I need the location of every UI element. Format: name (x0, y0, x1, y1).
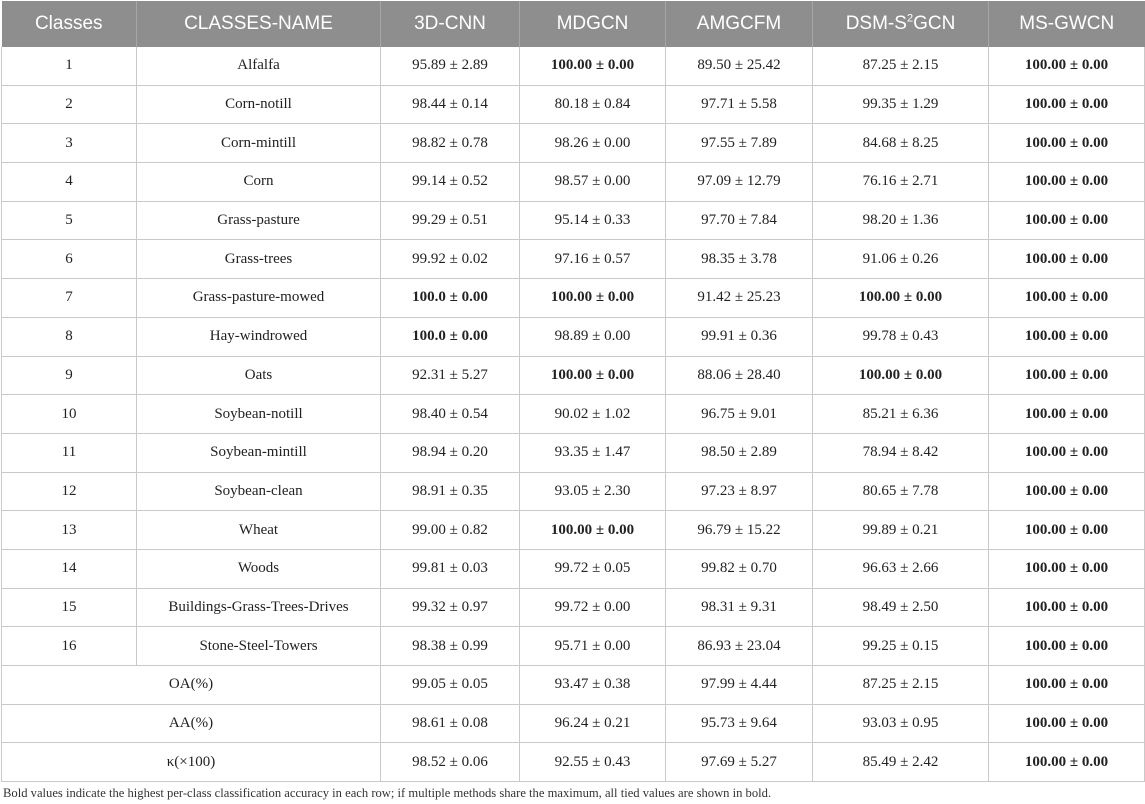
value-cell: 97.09 ± 12.79 (666, 163, 813, 202)
class-name-cell: Corn-notill (137, 85, 381, 124)
class-id-cell: 3 (2, 124, 137, 163)
value-cell: 98.52 ± 0.06 (381, 743, 520, 782)
value-cell: 97.55 ± 7.89 (666, 124, 813, 163)
table-row (2, 433, 1145, 472)
summary-row (2, 743, 1145, 782)
value-cell: 99.82 ± 0.70 (666, 549, 813, 588)
value-cell: 100.00 ± 0.00 (989, 124, 1145, 163)
class-name-cell: Woods (137, 549, 381, 588)
value-cell: 95.89 ± 2.89 (381, 47, 520, 85)
value-cell: 93.03 ± 0.95 (813, 704, 989, 743)
class-name-cell: Corn (137, 163, 381, 202)
value-cell: 98.38 ± 0.99 (381, 627, 520, 666)
value-cell: 100.00 ± 0.00 (989, 279, 1145, 318)
table-row (2, 627, 1145, 666)
value-cell: 100.00 ± 0.00 (520, 279, 666, 318)
value-cell: 99.14 ± 0.52 (381, 163, 520, 202)
class-name-cell: Oats (137, 356, 381, 395)
value-cell: 99.91 ± 0.36 (666, 317, 813, 356)
value-cell: 99.72 ± 0.00 (520, 588, 666, 627)
value-cell: 95.14 ± 0.33 (520, 201, 666, 240)
value-cell: 91.42 ± 25.23 (666, 279, 813, 318)
value-cell: 97.71 ± 5.58 (666, 85, 813, 124)
value-cell: 100.00 ± 0.00 (813, 356, 989, 395)
class-name-cell: Soybean-notill (137, 395, 381, 434)
value-cell: 98.26 ± 0.00 (520, 124, 666, 163)
table-body (2, 47, 1145, 782)
class-id-cell: 4 (2, 163, 137, 202)
value-cell: 98.61 ± 0.08 (381, 704, 520, 743)
class-name-cell: Corn-mintill (137, 124, 381, 163)
table-row (2, 124, 1145, 163)
class-id-cell: 2 (2, 85, 137, 124)
value-cell: 100.00 ± 0.00 (989, 472, 1145, 511)
class-name-cell: Soybean-clean (137, 472, 381, 511)
value-cell: 100.00 ± 0.00 (989, 47, 1145, 85)
value-cell: 99.92 ± 0.02 (381, 240, 520, 279)
value-cell: 99.00 ± 0.82 (381, 511, 520, 550)
value-cell: 80.65 ± 7.78 (813, 472, 989, 511)
value-cell: 87.25 ± 2.15 (813, 47, 989, 85)
class-name-cell: Alfalfa (137, 47, 381, 85)
class-id-cell: 6 (2, 240, 137, 279)
value-cell: 84.68 ± 8.25 (813, 124, 989, 163)
value-cell: 92.31 ± 5.27 (381, 356, 520, 395)
value-cell: 97.99 ± 4.44 (666, 666, 813, 705)
value-cell: 100.00 ± 0.00 (520, 356, 666, 395)
summary-row (2, 704, 1145, 743)
class-id-cell: 11 (2, 433, 137, 472)
table-row (2, 240, 1145, 279)
header-amgcfm: AMGCFM (666, 1, 813, 47)
value-cell: 100.00 ± 0.00 (813, 279, 989, 318)
value-cell: 92.55 ± 0.43 (520, 743, 666, 782)
results-table (1, 1, 1145, 782)
header-ms-gwcn: MS-GWCN (989, 1, 1145, 47)
class-id-cell: 16 (2, 627, 137, 666)
value-cell: 100.00 ± 0.00 (989, 549, 1145, 588)
value-cell: 99.32 ± 0.97 (381, 588, 520, 627)
table-row (2, 588, 1145, 627)
table-row (2, 472, 1145, 511)
value-cell: 98.89 ± 0.00 (520, 317, 666, 356)
value-cell: 100.00 ± 0.00 (989, 433, 1145, 472)
value-cell: 100.00 ± 0.00 (989, 240, 1145, 279)
class-id-cell: 14 (2, 549, 137, 588)
class-name-cell: Grass-pasture-mowed (137, 279, 381, 318)
value-cell: 99.29 ± 0.51 (381, 201, 520, 240)
value-cell: 97.69 ± 5.27 (666, 743, 813, 782)
value-cell: 100.00 ± 0.00 (989, 666, 1145, 705)
header-classes-name: CLASSES-NAME (137, 1, 381, 47)
value-cell: 100.00 ± 0.00 (520, 47, 666, 85)
table-row (2, 279, 1145, 318)
value-cell: 98.50 ± 2.89 (666, 433, 813, 472)
value-cell: 86.93 ± 23.04 (666, 627, 813, 666)
value-cell: 98.82 ± 0.78 (381, 124, 520, 163)
class-id-cell: 13 (2, 511, 137, 550)
value-cell: 99.78 ± 0.43 (813, 317, 989, 356)
value-cell: 97.16 ± 0.57 (520, 240, 666, 279)
value-cell: 100.00 ± 0.00 (989, 163, 1145, 202)
value-cell: 98.20 ± 1.36 (813, 201, 989, 240)
value-cell: 100.00 ± 0.00 (989, 201, 1145, 240)
summary-row (2, 666, 1145, 705)
value-cell: 76.16 ± 2.71 (813, 163, 989, 202)
value-cell: 85.21 ± 6.36 (813, 395, 989, 434)
footnote: Bold values indicate the highest per-class classification accuracy in each row; if multiple methods share the maximum, all tied values are shown in bold. (3, 786, 772, 800)
summary-label-cell: OA(%) (2, 666, 381, 705)
value-cell: 99.72 ± 0.05 (520, 549, 666, 588)
class-id-cell: 12 (2, 472, 137, 511)
class-name-cell: Wheat (137, 511, 381, 550)
summary-label-cell: κ(×100) (2, 743, 381, 782)
value-cell: 89.50 ± 25.42 (666, 47, 813, 85)
value-cell: 96.79 ± 15.22 (666, 511, 813, 550)
summary-label-cell: AA(%) (2, 704, 381, 743)
class-name-cell: Grass-pasture (137, 201, 381, 240)
value-cell: 98.57 ± 0.00 (520, 163, 666, 202)
table-row (2, 85, 1145, 124)
value-cell: 100.00 ± 0.00 (989, 627, 1145, 666)
value-cell: 95.71 ± 0.00 (520, 627, 666, 666)
class-name-cell: Buildings-Grass-Trees-Drives (137, 588, 381, 627)
value-cell: 87.25 ± 2.15 (813, 666, 989, 705)
table-row (2, 163, 1145, 202)
value-cell: 100.0 ± 0.00 (381, 279, 520, 318)
header-dsm-s2gcn: DSM-$S^2GCN$ (813, 1, 989, 47)
value-cell: 80.18 ± 0.84 (520, 85, 666, 124)
table-row (2, 356, 1145, 395)
value-cell: 100.00 ± 0.00 (989, 743, 1145, 782)
class-id-cell: 10 (2, 395, 137, 434)
header-3d-cnn: 3D-CNN (381, 1, 520, 47)
value-cell: 95.73 ± 9.64 (666, 704, 813, 743)
value-cell: 99.25 ± 0.15 (813, 627, 989, 666)
value-cell: 88.06 ± 28.40 (666, 356, 813, 395)
value-cell: 96.75 ± 9.01 (666, 395, 813, 434)
class-name-cell: Grass-trees (137, 240, 381, 279)
class-name-cell: Hay-windrowed (137, 317, 381, 356)
class-id-cell: 9 (2, 356, 137, 395)
value-cell: 98.44 ± 0.14 (381, 85, 520, 124)
table-row (2, 201, 1145, 240)
header-classes: Classes (2, 1, 137, 47)
value-cell: 100.00 ± 0.00 (989, 395, 1145, 434)
value-cell: 98.91 ± 0.35 (381, 472, 520, 511)
table-row (2, 317, 1145, 356)
value-cell: 98.35 ± 3.78 (666, 240, 813, 279)
value-cell: 97.70 ± 7.84 (666, 201, 813, 240)
value-cell: 93.05 ± 2.30 (520, 472, 666, 511)
value-cell: 98.94 ± 0.20 (381, 433, 520, 472)
header-row (2, 1, 1145, 47)
class-id-cell: 1 (2, 47, 137, 85)
value-cell: 90.02 ± 1.02 (520, 395, 666, 434)
value-cell: 93.35 ± 1.47 (520, 433, 666, 472)
class-id-cell: 5 (2, 201, 137, 240)
value-cell: 78.94 ± 8.42 (813, 433, 989, 472)
value-cell: 96.63 ± 2.66 (813, 549, 989, 588)
value-cell: 91.06 ± 0.26 (813, 240, 989, 279)
table-row (2, 511, 1145, 550)
table-row (2, 549, 1145, 588)
class-id-cell: 8 (2, 317, 137, 356)
value-cell: 99.89 ± 0.21 (813, 511, 989, 550)
value-cell: 98.31 ± 9.31 (666, 588, 813, 627)
table-row (2, 47, 1145, 85)
class-name-cell: Stone-Steel-Towers (137, 627, 381, 666)
value-cell: 99.35 ± 1.29 (813, 85, 989, 124)
value-cell: 99.81 ± 0.03 (381, 549, 520, 588)
class-name-cell: Soybean-mintill (137, 433, 381, 472)
value-cell: 100.00 ± 0.00 (989, 356, 1145, 395)
value-cell: 100.00 ± 0.00 (989, 511, 1145, 550)
value-cell: 100.00 ± 0.00 (989, 588, 1145, 627)
value-cell: 100.00 ± 0.00 (989, 85, 1145, 124)
header-mdgcn: MDGCN (520, 1, 666, 47)
value-cell: 97.23 ± 8.97 (666, 472, 813, 511)
value-cell: 93.47 ± 0.38 (520, 666, 666, 705)
class-id-cell: 15 (2, 588, 137, 627)
value-cell: 100.0 ± 0.00 (381, 317, 520, 356)
value-cell: 98.49 ± 2.50 (813, 588, 989, 627)
value-cell: 99.05 ± 0.05 (381, 666, 520, 705)
value-cell: 100.00 ± 0.00 (989, 704, 1145, 743)
table-row (2, 395, 1145, 434)
value-cell: 100.00 ± 0.00 (520, 511, 666, 550)
value-cell: 100.00 ± 0.00 (989, 317, 1145, 356)
value-cell: 85.49 ± 2.42 (813, 743, 989, 782)
value-cell: 98.40 ± 0.54 (381, 395, 520, 434)
class-id-cell: 7 (2, 279, 137, 318)
value-cell: 96.24 ± 0.21 (520, 704, 666, 743)
